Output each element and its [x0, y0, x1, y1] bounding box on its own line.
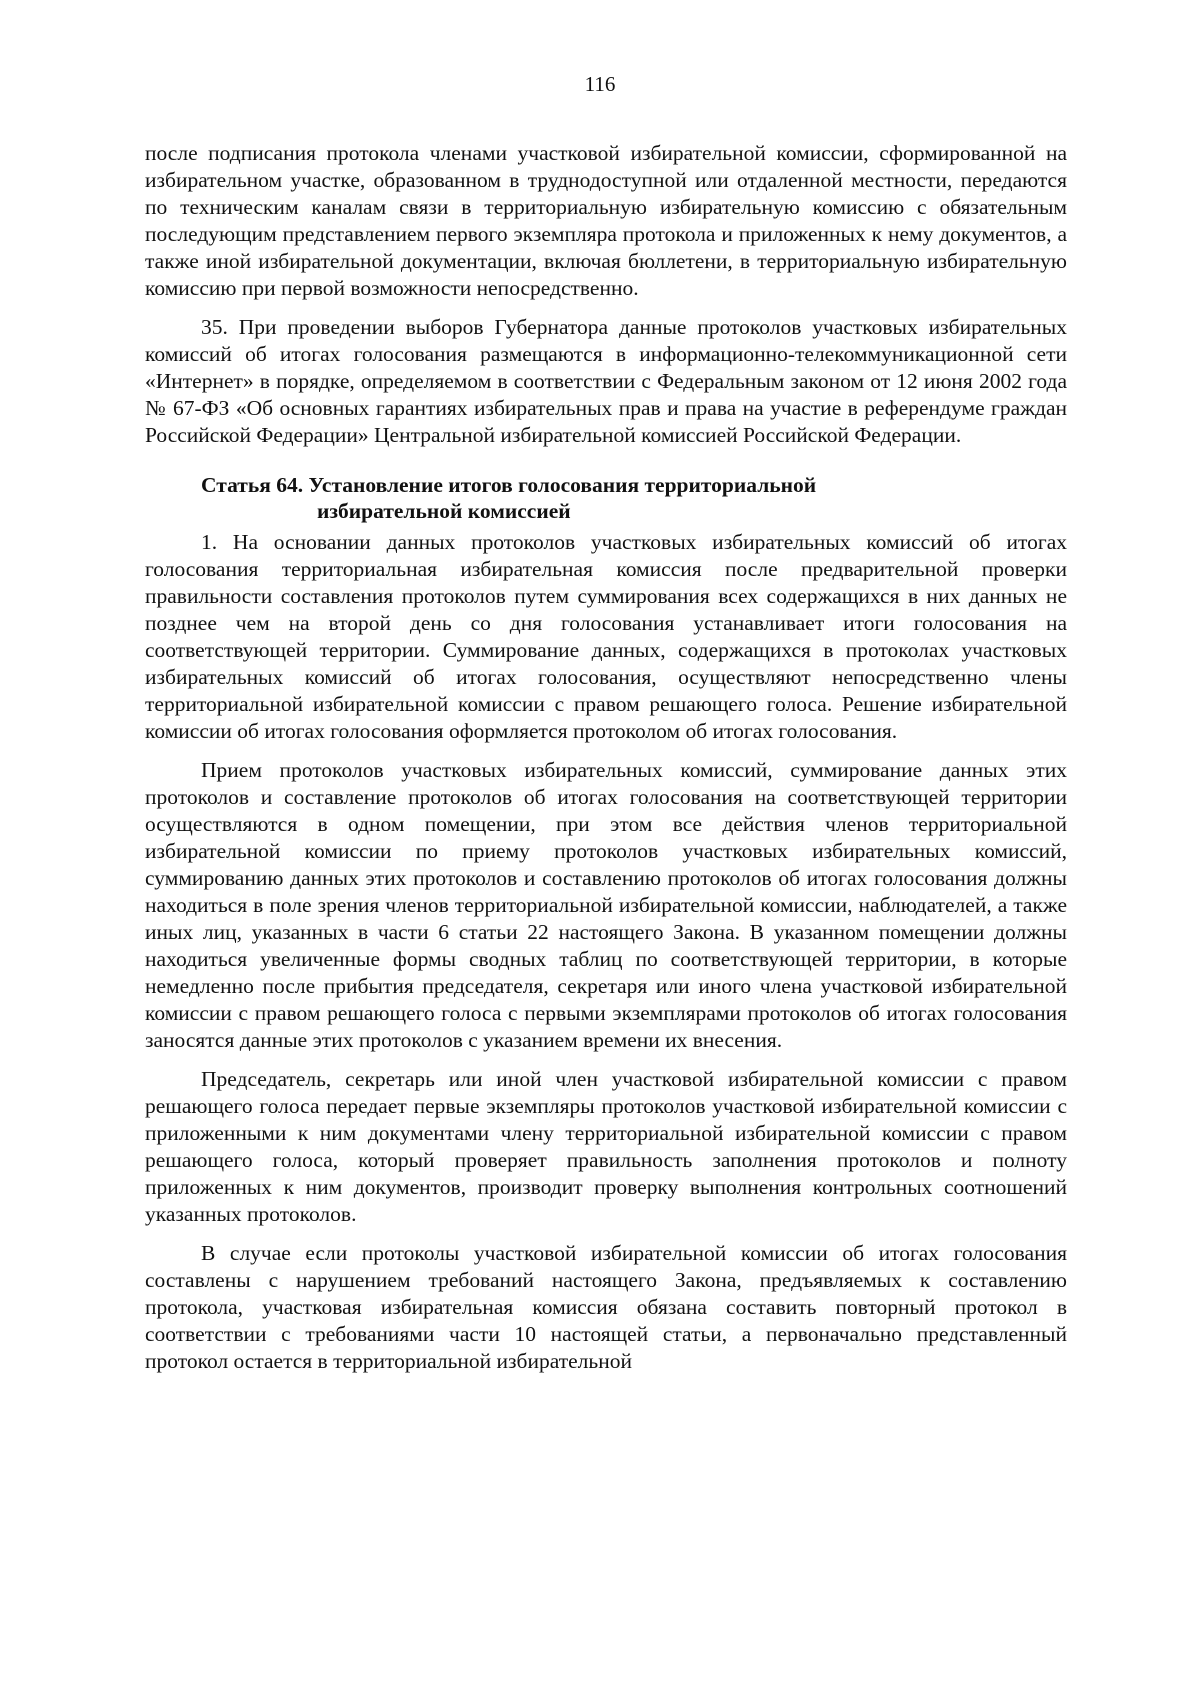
paragraph-chairman-transfer: Председатель, секретарь или иной член участковой избирательной комиссии с правом решающего голоса передает первые экземпляры протоколов участковой избирательной комиссии с приложенными к ним документами члену территориальной избирательной комиссии с правом решающего голоса, который проверяет правильность заполнения протоколов и полноту приложенных к ним документов, производит проверку выполнения контрольных соотношений указанных протоколов. [145, 1067, 1067, 1226]
article-heading [145, 472, 1067, 524]
paragraph-protocol-reception: Прием протоколов участковых избирательных комиссий, суммирование данных этих протоколов и составление протоколов об итогах голосования на соответствующей территории осуществляются в одном помещении, при этом все действия членов территориальной избирательной комиссии по приему протоколов участковых избирательных комиссий, суммированию данных этих протоколов и составлению протоколов об итогах голосования должны находиться в поле зрения членов территориальной избирательной комиссии, наблюдателей, а также иных лиц, указанных в части 6 статьи 22 настоящего Закона. В указанном помещении должны находиться увеличенные формы сводных таблиц по соответствующей территории, в которые немедленно после прибытия председателя, секретаря или иного члена участковой избирательной комиссии с правом решающего голоса с первыми экземплярами протоколов об итогах голосования заносятся данные этих протоколов с указанием времени их внесения. [145, 758, 1067, 1052]
paragraph-article-part-1: 1. На основании данных протоколов участковых избирательных комиссий об итогах голосования территориальная избирательная комиссия после предварительной проверки правильности составления протоколов путем суммирования всех содержащихся в них данных не позднее чем на второй день со дня голосования устанавливает итоги голосования на соответствующей территории. Суммирование данных, содержащихся в протоколах участковых избирательных комиссий об итогах голосования, осуществляют непосредственно члены территориальной избирательной комиссии с правом решающего голоса. Решение избирательной комиссии об итогах голосования оформляется протоколом об итогах голосования. [145, 530, 1067, 743]
article-heading-line-1: Статья 64. Установление итогов голосования территориальной [201, 473, 817, 497]
page-body [145, 140, 1067, 1375]
page-number: 116 [584, 72, 616, 96]
paragraph-violation-case: В случае если протоколы участковой избирательной комиссии об итогах голосования составлены с нарушением требований настоящего Закона, предъявляемых к составлению протокола, участковая избирательная комиссия обязана составить повторный протокол в соответствии с требованиями части 10 настоящей статьи, а первоначально представленный протокол остается в территориальной избирательной [145, 1241, 1067, 1373]
paragraph-item-35: 35. При проведении выборов Губернатора данные протоколов участковых избирательных комиссий об итогах голосования размещаются в информационно-телекоммуникационной сети «Интернет» в порядке, определяемом в соответствии с Федеральным законом от 12 июня 2002 года № 67-ФЗ «Об основных гарантиях избирательных прав и права на участие в референдуме граждан Российской Федерации» Центральной избирательной комиссией Российской Федерации. [145, 315, 1067, 447]
article-heading-line-2: избирательной комиссией [317, 499, 571, 523]
paragraph-continued: после подписания протокола членами участковой избирательной комиссии, сформированной на избирательном участке, образованном в труднодоступной или отдаленной местности, передаются по техническим каналам связи в территориальную избирательную комиссию с обязательным последующим представлением первого экземпляра протокола и приложенных к нему документов, а также иной избирательной документации, включая бюллетени, в территориальную избирательную комиссию при первой возможности непосредственно. [145, 141, 1067, 300]
